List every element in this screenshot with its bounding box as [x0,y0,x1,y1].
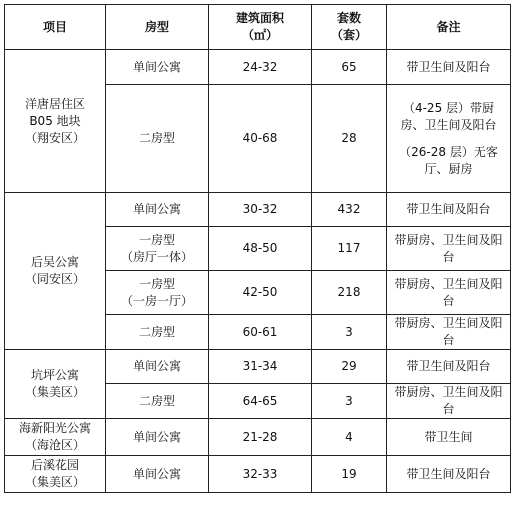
area-cell: 24-32 [209,50,312,85]
area-cell: 31-34 [209,350,312,384]
area-cell: 30-32 [209,193,312,227]
room-type-cell: 单间公寓 [106,350,209,384]
notes-cell [387,193,511,227]
note-text: 带厨房、卫生间及阳台 [394,316,503,347]
notes-cell [387,85,511,193]
units-cell: 3 [312,315,387,350]
header-notes: 备注 [387,5,511,50]
units-cell: 29 [312,350,387,384]
area-cell: 48-50 [209,227,312,271]
note-text: 带卫生间及阳台 [406,59,491,74]
note-text: 带厨房、卫生间及阳台 [394,232,503,264]
table-row [5,419,511,456]
units-cell: 65 [312,50,387,85]
header-units: 套数 （套） [312,5,387,50]
note-text: 带卫生间及阳台 [406,359,491,373]
room-type-cell: 一房型 （一房一厅） [106,271,209,315]
note-text: （26-28 层）无客厅、厨房 [399,144,498,176]
note-text: 带卫生间及阳台 [406,466,491,481]
room-type-cell: 一房型 （房厅一体） [106,227,209,271]
table-row [5,350,511,384]
project-name-cell: 后溪花园 （集美区） [5,456,106,493]
room-type-cell: 二房型 [106,315,209,350]
project-name-cell: 后吴公寓 （同安区） [5,193,106,350]
room-type-cell: 单间公寓 [106,419,209,456]
notes-cell [387,50,511,85]
note-text: 带厨房、卫生间及阳台 [394,276,503,308]
area-cell: 42-50 [209,271,312,315]
header-room-type: 房型 [106,5,209,50]
table-row [5,456,511,493]
notes-cell [387,315,511,350]
units-cell: 218 [312,271,387,315]
notes-cell [387,227,511,271]
units-cell: 4 [312,419,387,456]
area-cell: 64-65 [209,384,312,419]
note-text: 带厨房、卫生间及阳台 [394,385,503,416]
project-name-cell: 洋唐居住区 B05 地块 （翔安区） [5,50,106,193]
note-text: 带卫生间 [424,429,473,444]
room-type-cell: 单间公寓 [106,193,209,227]
units-cell: 28 [312,85,387,193]
notes-cell [387,419,511,456]
area-cell: 32-33 [209,456,312,493]
header-project: 项目 [5,5,106,50]
units-cell: 432 [312,193,387,227]
table-row [5,50,511,85]
housing-table [4,4,511,493]
area-cell: 40-68 [209,85,312,193]
units-cell: 117 [312,227,387,271]
room-type-cell: 单间公寓 [106,50,209,85]
room-type-cell: 单间公寓 [106,456,209,493]
note-text: （4-25 层）带厨房、卫生间及阳台 [400,100,497,132]
units-cell: 19 [312,456,387,493]
area-cell: 60-61 [209,315,312,350]
project-name-cell: 坑坪公寓 （集美区） [5,350,106,419]
notes-cell [387,456,511,493]
table-row [5,193,511,227]
notes-cell [387,384,511,419]
project-name-cell: 海新阳光公寓 （海沧区） [5,419,106,456]
units-cell: 3 [312,384,387,419]
area-cell: 21-28 [209,419,312,456]
room-type-cell: 二房型 [106,384,209,419]
notes-cell [387,271,511,315]
room-type-cell: 二房型 [106,85,209,193]
header-area: 建筑面积 （㎡） [209,5,312,50]
table-body [5,50,511,493]
notes-cell [387,350,511,384]
table-header-row [5,5,511,50]
note-text: 带卫生间及阳台 [406,202,491,216]
